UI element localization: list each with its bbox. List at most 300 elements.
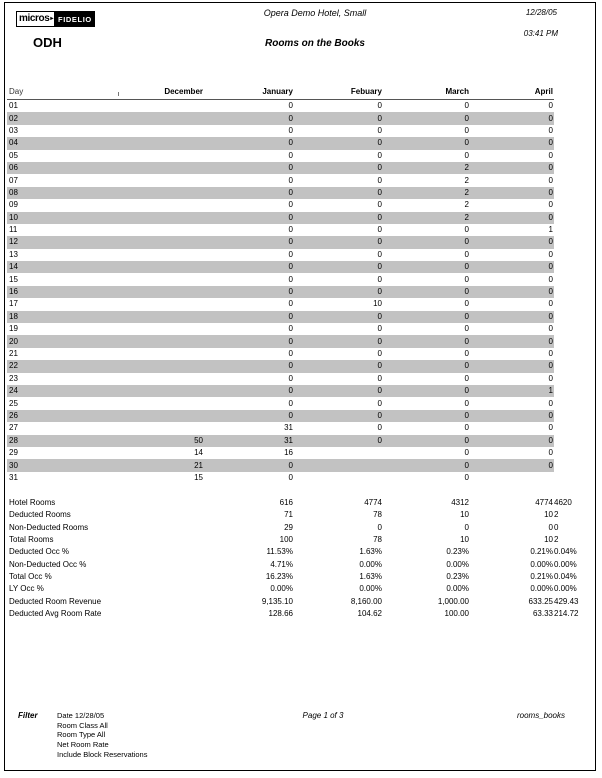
table-row (7, 360, 554, 372)
summary-row: Non-Deducted Rooms 29 0 0 0 0 (7, 522, 554, 534)
value-cell: 0 (288, 237, 293, 247)
value-cell: 2 (464, 187, 469, 197)
day-cell: 19 (9, 324, 18, 334)
value-cell (57, 335, 204, 347)
value-cell (294, 447, 383, 459)
table-row (7, 100, 554, 113)
value-cell: 0 (288, 262, 293, 272)
summary-label: Non-Deducted Occ % (9, 559, 87, 569)
summary-value-cell: 10 (544, 510, 553, 520)
value-cell (57, 273, 204, 285)
value-cell: 0 (377, 212, 382, 222)
value-cell: 0 (548, 150, 553, 160)
value-cell: 0 (288, 336, 293, 346)
value-cell: 0 (288, 163, 293, 173)
table-row (7, 261, 554, 273)
table-row (7, 311, 554, 323)
summary-row: Deducted Avg Room Rate 128.66 104.62 100.00 63.33 214.72 (7, 608, 554, 620)
value-cell: 0 (377, 274, 382, 284)
summary-value-cell: 29 (284, 522, 293, 532)
day-cell: 28 (9, 435, 18, 445)
day-cell: 10 (9, 212, 18, 222)
summary-value-cell: 16.23% (265, 571, 293, 581)
logo-fidelio-text: FIDELIO (55, 11, 95, 27)
value-cell (57, 360, 204, 372)
value-cell (57, 249, 204, 261)
day-cell: 06 (9, 163, 18, 173)
value-cell: 0 (464, 138, 469, 148)
value-cell: 0 (464, 113, 469, 123)
summary-value-cell: 616 (279, 498, 293, 508)
summary-value-cell: 0 (548, 522, 553, 532)
value-cell: 0 (548, 113, 553, 123)
value-cell: 0 (288, 460, 293, 470)
value-cell: 31 (284, 435, 293, 445)
value-cell: 0 (548, 373, 553, 383)
value-cell (294, 472, 383, 484)
value-cell (57, 410, 204, 422)
day-cell: 12 (9, 237, 18, 247)
days-tbody (7, 100, 554, 485)
value-cell: 0 (548, 423, 553, 433)
summary-value-cell: 0.00% (359, 584, 382, 594)
value-cell: 0 (377, 336, 382, 346)
value-cell: 0 (464, 448, 469, 458)
value-cell: 0 (548, 311, 553, 321)
value-cell (57, 137, 204, 149)
value-cell: 0 (548, 138, 553, 148)
table-row (7, 273, 554, 285)
day-cell: 15 (9, 274, 18, 284)
day-cell: 11 (9, 225, 18, 235)
report-file-name: rooms_books (516, 711, 565, 720)
value-cell: 0 (288, 410, 293, 420)
value-cell: 0 (377, 311, 382, 321)
day-cell: 04 (9, 138, 18, 148)
value-cell: 0 (548, 187, 553, 197)
day-cell: 21 (9, 349, 18, 358)
summary-row: Total Rooms 100 78 10 10 2 (7, 534, 554, 546)
value-cell (57, 224, 204, 236)
summary-label: Deducted Avg Room Rate (9, 608, 102, 618)
summary-label: Deducted Rooms (9, 510, 71, 520)
value-cell: 0 (377, 163, 382, 173)
day-cell: 03 (9, 125, 18, 135)
table-row (7, 410, 554, 422)
value-cell: 0 (464, 262, 469, 272)
table-row (7, 397, 554, 409)
day-cell: 13 (9, 249, 18, 259)
value-cell (57, 187, 204, 199)
summary-value-cell: 9,135.10 (261, 596, 293, 606)
table-row (7, 459, 554, 471)
summary-row: Hotel Rooms 616 4774 4312 4774 4620 (7, 497, 554, 509)
day-cell: 30 (9, 460, 18, 470)
summary-value-cell: 0.00% (446, 584, 469, 594)
value-cell (57, 162, 204, 174)
value-cell: 0 (288, 349, 293, 358)
value-cell: 0 (288, 125, 293, 135)
value-cell: 0 (548, 287, 553, 297)
value-cell: 0 (288, 225, 293, 235)
table-row (7, 236, 554, 248)
value-cell (57, 385, 204, 397)
value-cell: 1 (548, 386, 553, 396)
summary-value-cell: 1.63% (359, 571, 382, 581)
value-cell: 21 (194, 460, 203, 470)
value-cell: 0 (464, 274, 469, 284)
day-cell: 17 (9, 299, 18, 309)
value-cell: 10 (373, 299, 382, 309)
value-cell (57, 150, 204, 162)
value-cell: 0 (548, 237, 553, 247)
summary-label: Total Rooms (9, 535, 54, 545)
day-cell: 14 (9, 262, 18, 272)
value-cell: 15 (194, 472, 203, 482)
value-cell (57, 100, 204, 113)
logo-arrow-icon: ▸ (50, 16, 54, 22)
day-cell: 09 (9, 200, 18, 210)
value-cell: 0 (377, 138, 382, 148)
summary-value-cell: 11.53% (266, 547, 293, 557)
value-cell (57, 298, 204, 310)
value-cell: 0 (377, 423, 382, 433)
value-cell: 0 (377, 200, 382, 210)
summary-value-cell: 10 (460, 510, 469, 520)
day-cell: 27 (9, 423, 18, 433)
value-cell: 0 (464, 237, 469, 247)
value-cell: 0 (548, 175, 553, 185)
summary-tbody (7, 497, 579, 620)
value-cell: 0 (377, 324, 382, 334)
day-cell: 01 (9, 101, 18, 111)
value-cell (57, 174, 204, 186)
table-row (7, 335, 554, 347)
rooms-table-header (7, 82, 554, 100)
summary-value-cell: 0.23% (446, 547, 469, 557)
value-cell: 0 (548, 324, 553, 334)
day-cell: 25 (9, 398, 18, 408)
value-cell: 0 (377, 175, 382, 185)
value-cell (57, 199, 204, 211)
day-cell: 08 (9, 187, 18, 197)
value-cell: 16 (284, 448, 293, 458)
table-row (7, 286, 554, 298)
day-cell: 31 (9, 472, 18, 482)
summary-value-cell: 1.63% (359, 547, 382, 557)
value-cell: 0 (464, 125, 469, 135)
value-cell: 0 (464, 460, 469, 470)
value-cell (57, 373, 204, 385)
value-cell (57, 212, 204, 224)
summary-value-cell: 0.21% (530, 547, 553, 557)
value-cell: 0 (548, 125, 553, 135)
value-cell: 0 (288, 386, 293, 396)
value-cell: 0 (464, 410, 469, 420)
filter-label: Filter (18, 711, 38, 720)
summary-value-cell: 100 (279, 535, 293, 545)
table-row (7, 472, 554, 484)
value-cell: 0 (377, 386, 382, 396)
summary-value-cell: 8,160.00 (350, 596, 382, 606)
column-header-month: April (534, 87, 553, 96)
filter-line: Room Class All (57, 720, 108, 730)
value-cell: 0 (377, 113, 382, 123)
value-cell (57, 348, 204, 360)
summary-value-cell: 100.00 (444, 608, 469, 618)
summary-value-cell: 78 (373, 510, 382, 520)
table-row (7, 373, 554, 385)
value-cell: 0 (288, 398, 293, 408)
table-row (7, 137, 554, 149)
table-row (7, 348, 554, 360)
value-cell: 0 (464, 225, 469, 235)
value-cell: 0 (464, 472, 469, 482)
summary-value-cell: 0.00% (359, 559, 382, 569)
hotel-name: Opera Demo Hotel, Small (263, 8, 367, 18)
value-cell: 0 (464, 349, 469, 358)
column-header-month: January (262, 87, 293, 96)
value-cell (294, 459, 383, 471)
value-cell: 0 (288, 101, 293, 111)
value-cell: 31 (284, 423, 293, 433)
value-cell: 0 (288, 324, 293, 334)
value-cell: 0 (548, 448, 553, 458)
header-rule-tick (118, 92, 119, 96)
day-cell: 16 (9, 287, 18, 297)
value-cell: 2 (464, 212, 469, 222)
filter-line: Net Room Rate (57, 740, 109, 750)
value-cell: 14 (194, 448, 203, 458)
value-cell: 0 (377, 237, 382, 247)
summary-value-cell: 71 (284, 510, 293, 520)
table-row (7, 385, 554, 397)
day-cell: 26 (9, 410, 18, 420)
value-cell: 0 (377, 150, 382, 160)
value-cell: 0 (288, 472, 293, 482)
day-cell: 18 (9, 311, 18, 321)
summary-value-cell: 4.71% (270, 559, 293, 569)
summary-row: Deducted Occ % 11.53% 1.63% 0.23% 0.21% 0.04% (7, 546, 554, 558)
value-cell (470, 472, 554, 484)
summary-value-cell: 4312 (451, 498, 469, 508)
table-row (7, 249, 554, 261)
value-cell: 0 (377, 349, 382, 358)
summary-row: Deducted Rooms 71 78 10 10 2 (7, 509, 554, 521)
value-cell: 0 (377, 262, 382, 272)
table-row (7, 298, 554, 310)
value-cell: 0 (288, 113, 293, 123)
value-cell: 0 (548, 200, 553, 210)
table-row (7, 162, 554, 174)
value-cell: 0 (548, 410, 553, 420)
filter-line: Room Type All (57, 730, 106, 740)
value-cell: 0 (288, 274, 293, 284)
value-cell: 0 (464, 386, 469, 396)
summary-value-cell: 4774 (364, 498, 382, 508)
value-cell: 0 (464, 101, 469, 111)
day-cell: 02 (9, 113, 18, 123)
rooms-table (7, 82, 554, 484)
summary-row: Non-Deducted Occ % 4.71% 0.00% 0.00% 0.00% 0.00% (7, 558, 554, 570)
column-header-month: March (445, 87, 469, 96)
value-cell: 2 (464, 163, 469, 173)
summary-label: Deducted Room Revenue (9, 596, 102, 606)
summary-value-cell: 0 (377, 522, 382, 532)
summary-value-cell: 104.62 (357, 608, 382, 618)
table-row (7, 323, 554, 335)
value-cell: 0 (288, 175, 293, 185)
summary-row: Deducted Room Revenue 9,135.10 8,160.00 1,000.00 633.25 429.43 (7, 595, 554, 607)
value-cell: 0 (377, 125, 382, 135)
summary-value-cell: 633.25 (528, 596, 553, 606)
summary-row: Total Occ % 16.23% 1.63% 0.23% 0.21% 0.04% (7, 571, 554, 583)
summary-table (7, 497, 579, 620)
value-cell (57, 236, 204, 248)
logo-micros-text: micros ▸ (16, 11, 55, 27)
micros-fidelio-logo (16, 11, 95, 27)
value-cell: 0 (288, 138, 293, 148)
value-cell: 1 (548, 225, 553, 235)
summary-value-cell: 0.00% (270, 584, 293, 594)
summary-label: LY Occ % (9, 584, 44, 594)
summary-value-cell: 0.00% (530, 559, 553, 569)
summary-value-cell: 0.00% (446, 559, 469, 569)
value-cell (57, 323, 204, 335)
value-cell: 0 (377, 225, 382, 235)
table-row (7, 422, 554, 434)
value-cell: 0 (548, 262, 553, 272)
value-cell: 0 (377, 410, 382, 420)
print-date: 12/28/05 (525, 8, 557, 17)
summary-label: Deducted Occ % (9, 547, 70, 557)
value-cell (57, 286, 204, 298)
value-cell: 0 (288, 187, 293, 197)
day-cell: 20 (9, 336, 18, 346)
value-cell: 0 (464, 373, 469, 383)
day-cell: 24 (9, 386, 18, 396)
header-row (7, 82, 554, 100)
value-cell: 0 (464, 287, 469, 297)
table-row (7, 447, 554, 459)
value-cell: 2 (464, 200, 469, 210)
value-cell (57, 311, 204, 323)
value-cell: 0 (377, 373, 382, 383)
table-row (7, 212, 554, 224)
table-row (7, 125, 554, 137)
column-header-day: Day (9, 87, 24, 96)
day-cell: 22 (9, 361, 18, 371)
value-cell: 0 (288, 311, 293, 321)
table-row (7, 224, 554, 236)
page-title: Rooms on the Books (264, 38, 365, 49)
value-cell: 0 (288, 200, 293, 210)
value-cell: 0 (288, 361, 293, 371)
value-cell: 0 (377, 249, 382, 259)
summary-value-cell: 0.21% (530, 571, 553, 581)
print-time: 03:41 PM (523, 29, 558, 38)
value-cell: 50 (194, 435, 203, 445)
value-cell: 0 (548, 249, 553, 259)
value-cell: 0 (464, 398, 469, 408)
value-cell: 0 (464, 324, 469, 334)
column-header-month: Febuary (350, 87, 382, 96)
value-cell (57, 125, 204, 137)
value-cell (57, 397, 204, 409)
value-cell: 0 (464, 249, 469, 259)
day-cell: 05 (9, 150, 18, 160)
value-cell: 0 (377, 287, 382, 297)
table-row (7, 187, 554, 199)
value-cell: 0 (548, 336, 553, 346)
value-cell: 0 (288, 299, 293, 309)
value-cell: 0 (464, 361, 469, 371)
value-cell: 0 (548, 361, 553, 371)
day-cell: 23 (9, 373, 18, 383)
summary-label: Total Occ % (9, 571, 52, 581)
value-cell: 0 (288, 373, 293, 383)
value-cell: 0 (548, 349, 553, 358)
value-cell (57, 422, 204, 434)
day-cell: 07 (9, 175, 18, 185)
summary-value-cell: 10 (544, 535, 553, 545)
summary-row: LY Occ % 0.00% 0.00% 0.00% 0.00% 0.00% (7, 583, 554, 595)
value-cell: 0 (288, 249, 293, 259)
page-info: Page 1 of 3 (302, 711, 344, 720)
value-cell: 0 (464, 435, 469, 445)
value-cell: 0 (548, 398, 553, 408)
summary-value-cell: 4774 (535, 498, 553, 508)
day-cell: 29 (9, 448, 18, 458)
summary-value-cell: 128.66 (268, 608, 293, 618)
table-row (7, 174, 554, 186)
summary-value-cell: 0.00% (530, 584, 553, 594)
summary-value-cell: 0 (464, 522, 469, 532)
value-cell: 0 (464, 150, 469, 160)
table-row (7, 435, 554, 447)
value-cell (57, 112, 204, 124)
property-code: ODH (33, 35, 62, 50)
value-cell: 0 (464, 336, 469, 346)
value-cell: 0 (288, 287, 293, 297)
value-cell: 2 (464, 175, 469, 185)
value-cell: 0 (377, 398, 382, 408)
summary-value-cell: 10 (460, 535, 469, 545)
value-cell: 0 (464, 423, 469, 433)
value-cell: 0 (377, 101, 382, 111)
value-cell (57, 261, 204, 273)
value-cell: 0 (548, 460, 553, 470)
summary-value-cell: 0.23% (446, 571, 469, 581)
table-row (7, 150, 554, 162)
value-cell: 0 (548, 101, 553, 111)
value-cell: 0 (548, 212, 553, 222)
value-cell: 0 (288, 150, 293, 160)
value-cell: 0 (464, 311, 469, 321)
value-cell: 0 (548, 435, 553, 445)
value-cell: 0 (464, 299, 469, 309)
filter-line: Date 12/28/05 (57, 711, 105, 720)
summary-value-cell: 1,000.00 (437, 596, 469, 606)
value-cell: 0 (377, 361, 382, 371)
summary-label: Hotel Rooms (9, 498, 56, 508)
summary-label: Non-Deducted Rooms (9, 522, 89, 532)
summary-value-cell: 78 (373, 535, 382, 545)
value-cell: 0 (288, 212, 293, 222)
column-header-month: December (164, 87, 203, 96)
value-cell: 0 (548, 163, 553, 173)
summary-value-cell: 63.33 (532, 608, 553, 618)
